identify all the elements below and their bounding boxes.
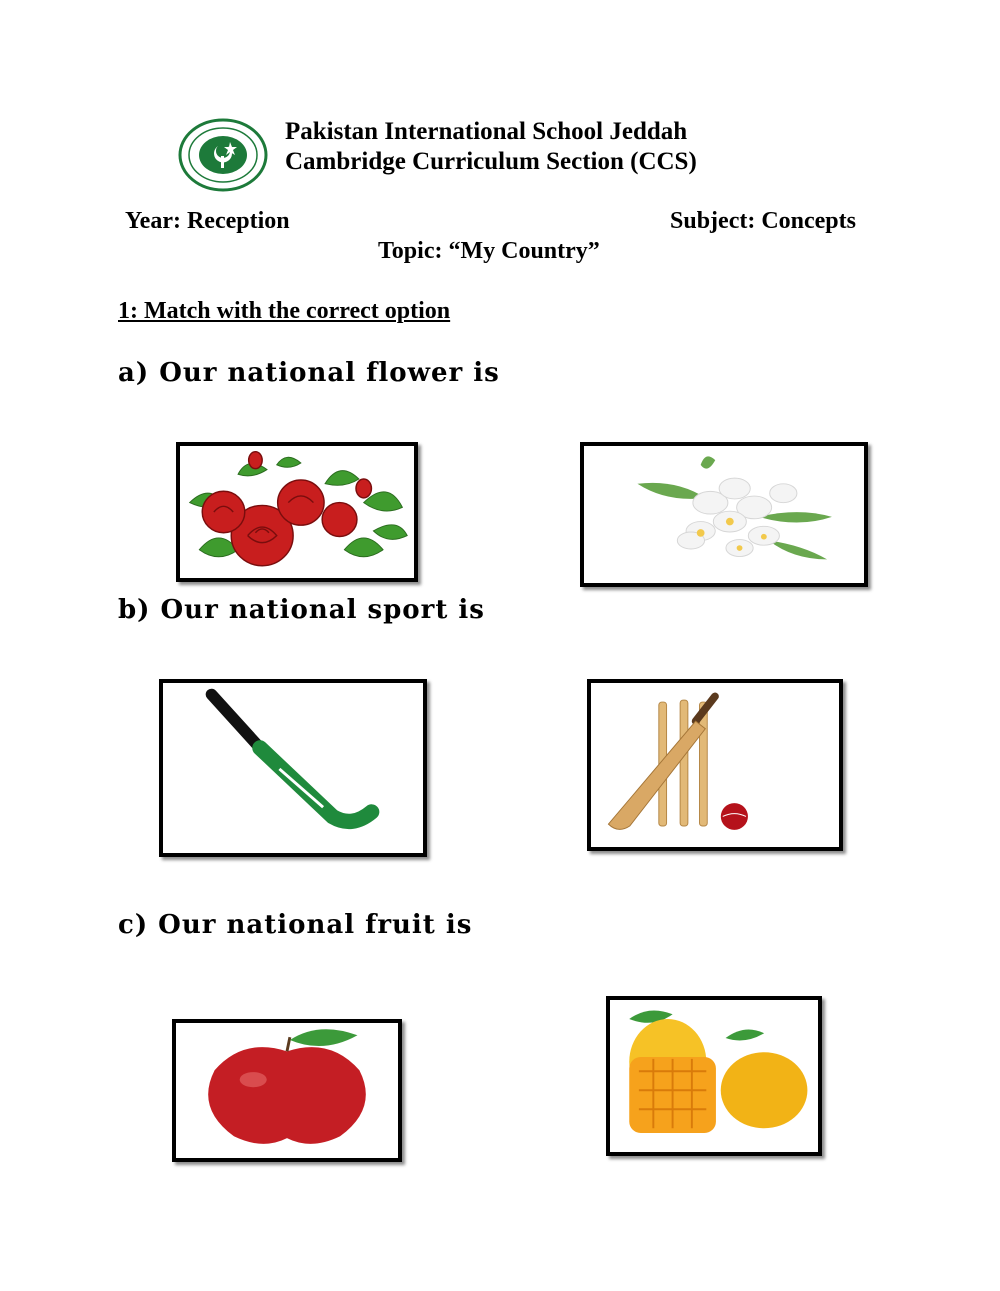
question-sport: b) Our national sport is [118,595,485,625]
year-label: Year: Reception [125,208,290,234]
hockey-stick-image[interactable] [159,679,427,857]
question-fruit: c) Our national fruit is [118,910,473,940]
section-name: Cambridge Curriculum Section (CCS) [285,148,697,175]
apple-image[interactable] [172,1019,402,1162]
topic-label: Topic: “My Country” [378,238,600,264]
question-flower: a) Our national flower is [118,358,500,388]
cricket-image[interactable] [587,679,843,851]
school-logo [178,118,268,192]
mango-image[interactable] [606,996,822,1156]
jasmine-image[interactable] [580,442,868,587]
instruction-heading: 1: Match with the correct option [118,298,451,324]
school-name: Pakistan International School Jeddah [285,118,688,145]
rose-image[interactable] [176,442,418,582]
subject-label: Subject: Concepts [670,208,856,234]
